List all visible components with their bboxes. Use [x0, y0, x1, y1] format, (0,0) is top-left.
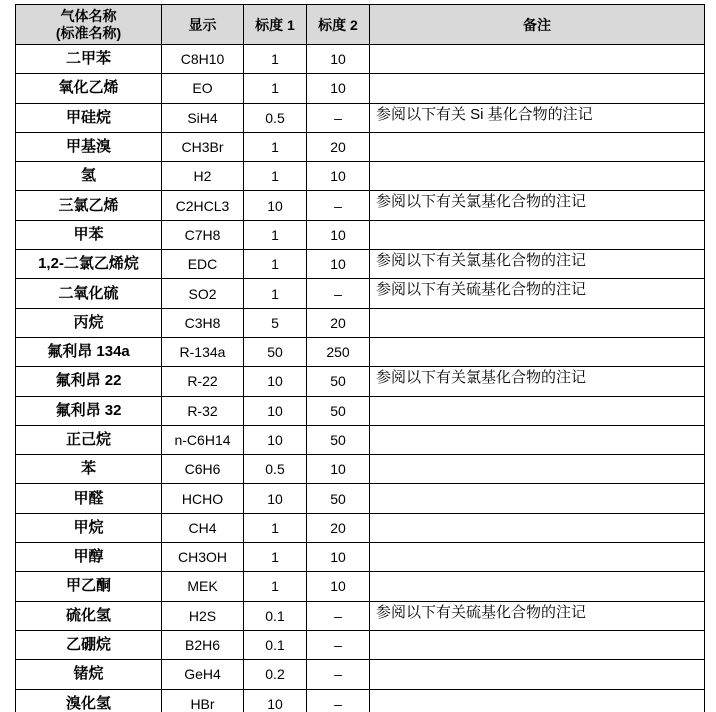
scale2-cell: –	[307, 601, 370, 630]
remark-cell: 参阅以下有关氯基化合物的注记	[370, 250, 705, 279]
display-cell: R-134a	[162, 337, 244, 366]
table-row	[16, 337, 705, 366]
scale1-cell: 1	[244, 279, 307, 308]
display-cell: EO	[162, 74, 244, 103]
display-cell: C6H6	[162, 455, 244, 484]
scale1-cell: 10	[244, 484, 307, 513]
gas-name-cell: 正己烷	[16, 425, 162, 454]
scale2-cell: 10	[307, 543, 370, 572]
remark-cell	[370, 162, 705, 191]
gas-name-cell: 三氯乙烯	[16, 191, 162, 220]
remark-cell	[370, 308, 705, 337]
scale1-cell: 10	[244, 191, 307, 220]
scale2-cell: 20	[307, 513, 370, 542]
table-row	[16, 162, 705, 191]
scale2-cell: –	[307, 103, 370, 132]
scale1-cell: 1	[244, 572, 307, 601]
remark-cell	[370, 220, 705, 249]
display-cell: C3H8	[162, 308, 244, 337]
scale2-cell: 250	[307, 337, 370, 366]
gas-name-cell: 氟利昂 22	[16, 367, 162, 396]
table-row	[16, 308, 705, 337]
gas-name-cell: 甲苯	[16, 220, 162, 249]
table-row	[16, 630, 705, 659]
remark-cell	[370, 455, 705, 484]
display-cell: MEK	[162, 572, 244, 601]
scale1-cell: 0.5	[244, 103, 307, 132]
remark-cell	[370, 74, 705, 103]
display-cell: CH3OH	[162, 543, 244, 572]
gas-name-cell: 锗烷	[16, 660, 162, 689]
gas-name-cell: 氟利昂 32	[16, 396, 162, 425]
header-display: 显示	[162, 5, 244, 45]
scale1-cell: 10	[244, 425, 307, 454]
header-gas-name-line1: 气体名称	[60, 7, 117, 24]
display-cell: H2S	[162, 601, 244, 630]
gas-scale-table	[15, 4, 705, 712]
scale1-cell: 1	[244, 74, 307, 103]
remark-cell: 参阅以下有关氯基化合物的注记	[370, 191, 705, 220]
scale1-cell: 10	[244, 689, 307, 712]
table-row	[16, 250, 705, 279]
scale1-cell: 1	[244, 132, 307, 161]
table-body	[16, 45, 705, 712]
scale2-cell: –	[307, 689, 370, 712]
scale1-cell: 1	[244, 162, 307, 191]
scale1-cell: 1	[244, 45, 307, 74]
table-row	[16, 601, 705, 630]
gas-name-cell: 甲基溴	[16, 132, 162, 161]
scale2-cell: 10	[307, 572, 370, 601]
scale2-cell: 50	[307, 367, 370, 396]
display-cell: HCHO	[162, 484, 244, 513]
table-row	[16, 689, 705, 712]
table-row	[16, 367, 705, 396]
display-cell: HBr	[162, 689, 244, 712]
scale2-cell: 50	[307, 425, 370, 454]
table-row	[16, 220, 705, 249]
scale2-cell: –	[307, 191, 370, 220]
scale1-cell: 1	[244, 543, 307, 572]
scale2-cell: 20	[307, 308, 370, 337]
remark-cell	[370, 132, 705, 161]
scale2-cell: 20	[307, 132, 370, 161]
gas-name-cell: 甲醇	[16, 543, 162, 572]
remark-cell: 参阅以下有关硫基化合物的注记	[370, 279, 705, 308]
table-row	[16, 191, 705, 220]
header-scale1: 标度 1	[244, 5, 307, 45]
scale2-cell: 10	[307, 250, 370, 279]
display-cell: H2	[162, 162, 244, 191]
scale1-cell: 0.5	[244, 455, 307, 484]
display-cell: B2H6	[162, 630, 244, 659]
scale2-cell: 10	[307, 162, 370, 191]
remark-cell	[370, 337, 705, 366]
gas-name-cell: 1,2-二氯乙烯烷	[16, 250, 162, 279]
display-cell: C8H10	[162, 45, 244, 74]
scale1-cell: 1	[244, 220, 307, 249]
scale1-cell: 0.2	[244, 660, 307, 689]
display-cell: R-22	[162, 367, 244, 396]
display-cell: EDC	[162, 250, 244, 279]
table-row	[16, 543, 705, 572]
scale2-cell: 10	[307, 45, 370, 74]
header-gas-name-line2: (标准名称)	[55, 24, 122, 41]
gas-name-cell: 氟利昂 134a	[16, 337, 162, 366]
gas-name-cell: 硫化氢	[16, 601, 162, 630]
scale2-cell: –	[307, 279, 370, 308]
table-row	[16, 103, 705, 132]
table-row	[16, 660, 705, 689]
gas-name-cell: 甲烷	[16, 513, 162, 542]
remark-cell: 参阅以下有关 Si 基化合物的注记	[370, 103, 705, 132]
scale1-cell: 0.1	[244, 601, 307, 630]
display-cell: n-C6H14	[162, 425, 244, 454]
gas-name-cell: 丙烷	[16, 308, 162, 337]
scale1-cell: 10	[244, 367, 307, 396]
remark-cell: 参阅以下有关硫基化合物的注记	[370, 601, 705, 630]
display-cell: CH3Br	[162, 132, 244, 161]
scale2-cell: 10	[307, 455, 370, 484]
remark-cell	[370, 630, 705, 659]
remark-cell	[370, 660, 705, 689]
gas-name-cell: 甲硅烷	[16, 103, 162, 132]
header-scale2: 标度 2	[307, 5, 370, 45]
gas-name-cell: 乙硼烷	[16, 630, 162, 659]
header-gas-name	[16, 5, 162, 45]
scale2-cell: 50	[307, 396, 370, 425]
remark-cell	[370, 484, 705, 513]
gas-name-cell: 氢	[16, 162, 162, 191]
scale2-cell: –	[307, 660, 370, 689]
gas-name-cell: 溴化氢	[16, 689, 162, 712]
display-cell: SO2	[162, 279, 244, 308]
display-cell: CH4	[162, 513, 244, 542]
gas-name-cell: 甲乙酮	[16, 572, 162, 601]
remark-cell	[370, 543, 705, 572]
gas-name-cell: 苯	[16, 455, 162, 484]
table-row	[16, 484, 705, 513]
scale2-cell: –	[307, 630, 370, 659]
scale2-cell: 50	[307, 484, 370, 513]
scale1-cell: 1	[244, 513, 307, 542]
remark-cell	[370, 572, 705, 601]
header-row	[16, 5, 705, 45]
table-row	[16, 45, 705, 74]
remark-cell	[370, 396, 705, 425]
display-cell: C2HCL3	[162, 191, 244, 220]
table-row	[16, 279, 705, 308]
table-row	[16, 572, 705, 601]
remark-cell	[370, 513, 705, 542]
table-row	[16, 396, 705, 425]
gas-name-cell: 甲醛	[16, 484, 162, 513]
remark-cell: 参阅以下有关氯基化合物的注记	[370, 367, 705, 396]
display-cell: GeH4	[162, 660, 244, 689]
display-cell: C7H8	[162, 220, 244, 249]
scale1-cell: 10	[244, 396, 307, 425]
remark-cell	[370, 45, 705, 74]
scale1-cell: 0.1	[244, 630, 307, 659]
scale1-cell: 1	[244, 250, 307, 279]
scale1-cell: 5	[244, 308, 307, 337]
remark-cell	[370, 689, 705, 712]
header-remark: 备注	[370, 5, 705, 45]
gas-name-cell: 氧化乙烯	[16, 74, 162, 103]
table-header	[16, 5, 705, 45]
table-row	[16, 132, 705, 161]
display-cell: SiH4	[162, 103, 244, 132]
scale1-cell: 50	[244, 337, 307, 366]
table-row	[16, 74, 705, 103]
gas-name-cell: 二氧化硫	[16, 279, 162, 308]
table-row	[16, 455, 705, 484]
scale2-cell: 10	[307, 220, 370, 249]
gas-name-cell: 二甲苯	[16, 45, 162, 74]
remark-cell	[370, 425, 705, 454]
scale2-cell: 10	[307, 74, 370, 103]
table-row	[16, 513, 705, 542]
table-row	[16, 425, 705, 454]
display-cell: R-32	[162, 396, 244, 425]
